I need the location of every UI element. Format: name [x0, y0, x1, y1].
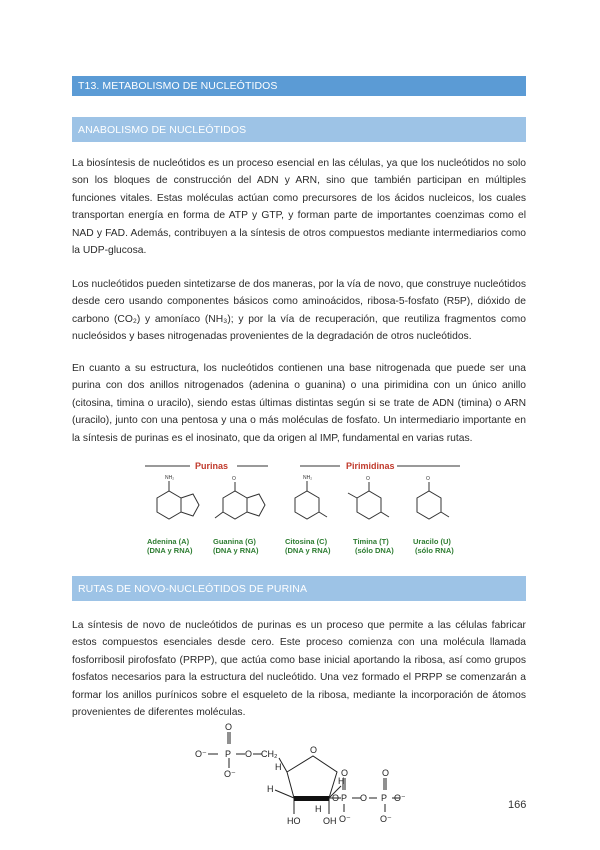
section-heading: RUTAS DE NOVO-NUCLEÓTIDOS DE PURINA: [78, 582, 308, 595]
paragraph: En cuanto a su estructura, los nucleótidos contienen una base nitrogenada que puede ser una purina con dos anillos nitrogenados (adenina o guanina) o una pirimidina con un único anillo (citosina, timina o uracilo), siendo estas últimas distintas según si se trate de ADN (timina) o ARN (uracilo), junto con una pentosa y una o más moléculas de fosfato. Un intermediario importante en la síntesis de purinas es el inosinato, que da origen al IMP, fundamental en varias rutas.: [72, 363, 526, 444]
terminal-o-minus: O⁻: [394, 793, 405, 803]
svg-text:O: O: [232, 476, 236, 482]
beta-o-minus-bottom: O⁻: [380, 814, 392, 824]
chapter-title-banner: [72, 76, 526, 96]
paragraph: La síntesis de novo de nucleótidos de purinas es un proceso que permite a las células fabricar estos compuestos esenciales desde cero. Este proceso comienza con una molécula llamada fosforribosil pirofosfato (PRPP), que actúa como base inicial aportando la ribosa, así como grupos fosfatos necesarios para la estructura del nucleótido. Una vez formado el PRPP se comenzarán a formar los anillos purínicos sobre el esqueleto de la ribosa, mediante la incorporación de átomos provenientes de diferentes moléculas.: [72, 620, 526, 719]
section-heading-banner: [72, 576, 526, 601]
svg-text:O: O: [366, 476, 370, 482]
beta-p: P: [381, 793, 388, 803]
thymine-caption: Timina (T): [353, 537, 389, 546]
cytosine-structure: [295, 481, 327, 519]
ring-h-3: H: [338, 776, 345, 786]
bridge-o: O: [360, 793, 368, 803]
alpha-o-top: O: [341, 768, 349, 778]
ring-h-1: H: [275, 762, 282, 772]
guanine-source: (DNA y RNA): [213, 546, 259, 555]
hydroxyl-ho: HO: [287, 816, 301, 826]
page-number: 166: [508, 799, 527, 811]
phosphate-o-minus-bottom: O⁻: [224, 769, 236, 779]
ring-h-4: H: [315, 804, 322, 814]
svg-text:NH₂: NH₂: [165, 475, 175, 481]
alpha-o-minus-bottom: O⁻: [339, 814, 351, 824]
cytosine-caption: Citosina (C): [285, 537, 328, 546]
uracil-source: (sólo RNA): [415, 546, 454, 555]
section-heading-banner: [72, 117, 526, 142]
svg-text:O: O: [426, 476, 430, 482]
alpha-p: P: [341, 793, 348, 803]
nitrogenous-bases-figure: [135, 455, 465, 570]
guanine-structure: [215, 482, 265, 519]
phosphate-o-minus: O⁻: [195, 749, 207, 759]
ring-oxygen: O: [310, 745, 318, 755]
thymine-source: (sólo DNA): [355, 546, 394, 555]
adenine-structure: [157, 481, 199, 519]
ester-o: O: [245, 749, 253, 759]
hydroxyl-oh: OH: [323, 816, 337, 826]
svg-text:NH₂: NH₂: [303, 475, 313, 481]
pirimidinas-label: Pirimidinas: [346, 461, 395, 471]
section-heading: ANABOLISMO DE NUCLEÓTIDOS: [78, 123, 247, 136]
adenine-source: (DNA y RNA): [147, 546, 193, 555]
phosphate-p: P: [225, 749, 232, 759]
ring-h-2: H: [267, 784, 274, 794]
thymine-structure: [348, 482, 389, 519]
guanine-caption: Guanina (G): [213, 537, 256, 546]
uracil-caption: Uracilo (U): [413, 537, 451, 546]
phosphate-o: O: [225, 722, 233, 732]
cytosine-source: (DNA y RNA): [285, 546, 331, 555]
prpp-structure-figure: [195, 720, 405, 845]
uracil-structure: [417, 482, 449, 519]
adenine-caption: Adenina (A): [147, 537, 190, 546]
ch2-label: CH₂: [261, 749, 278, 759]
paragraph: La biosíntesis de nucleótidos es un proceso esencial en las células, ya que los nucleótidos no solo son los bloques de construcción del ADN y ARN, sino que también participan en múltiples funciones vitales. Estas moléculas actúan como precursores de los ácidos nucleicos, los cuales transportan energía en forma de ATP y GTP, y forman parte de importantes coenzimas como el NAD y FAD. Además, contribuyen a la síntesis de otros compuestos mediante intermediarios como la UDP-glucosa.: [72, 158, 526, 257]
beta-o-top: O: [382, 768, 390, 778]
chapter-title: T13. METABOLISMO DE NUCLEÓTIDOS: [78, 80, 278, 92]
purinas-label: Purinas: [195, 461, 229, 471]
paragraph: Los nucleótidos pueden sintetizarse de dos maneras, por la vía de novo, que construye nucleótidos desde cero usando componentes básicos como aminoácidos, ribosa-5-fosfato (R5P), dióxido de carbono (CO₂) y amoníaco (NH₃); y por la vía de recuperación, que reutiliza fragmentos como nucleósidos y bases nitrogenadas provenientes de la degradación de otros nucleótidos.: [72, 279, 526, 343]
glycosidic-o: O: [332, 793, 340, 803]
